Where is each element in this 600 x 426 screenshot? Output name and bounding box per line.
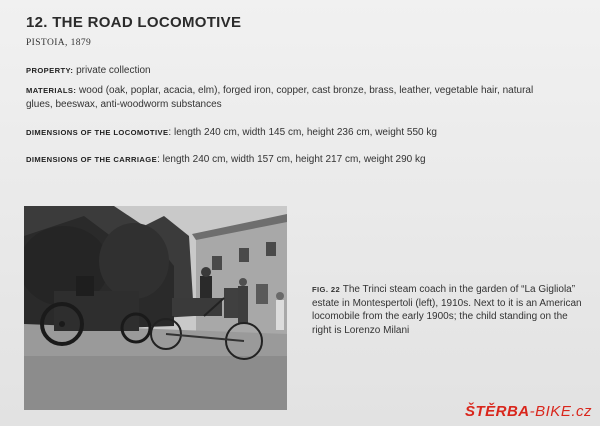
carriage-dimensions-line bbox=[26, 153, 426, 167]
carriage-dimensions-label: DIMENSIONS OF THE CARRIAGE bbox=[26, 155, 158, 164]
page-title: 12. THE ROAD LOCOMOTIVE bbox=[26, 14, 242, 31]
locomotive-dimensions-value: : length 240 cm, width 145 cm, height 236 cm, weight 550 kg bbox=[168, 127, 437, 138]
watermark-brand: ŠTĚRBA bbox=[464, 403, 530, 420]
figure-label: FIG. 22 bbox=[312, 285, 341, 294]
locomotive-dimensions-line bbox=[26, 126, 437, 140]
figure-caption bbox=[312, 283, 582, 337]
property-value: private collection bbox=[73, 65, 151, 76]
property-line bbox=[26, 64, 151, 78]
photo-illustration bbox=[24, 206, 287, 410]
materials-label: MATERIALS: bbox=[26, 86, 77, 95]
watermark-domain: -BIKE.cz bbox=[529, 403, 592, 420]
figure-caption-text: The Trinci steam coach in the garden of “La Gigliola” estate in Montespertoli (left), 1910s. Next to it is an American locomobile from the early 1900s; the child standing on the right is Lorenzo Milani bbox=[312, 284, 582, 336]
materials-line bbox=[26, 84, 546, 112]
historic-photo bbox=[24, 206, 287, 410]
locomotive-dimensions-label: DIMENSIONS OF THE LOCOMOTIVE bbox=[26, 128, 169, 137]
property-label: PROPERTY: bbox=[26, 66, 74, 75]
page-subtitle: PISTOIA, 1879 bbox=[26, 38, 92, 48]
materials-value: wood (oak, poplar, acacia, elm), forged iron, copper, cast bronze, brass, leather, vegetable hair, natural glues, beeswax, anti-woodworm substances bbox=[26, 85, 534, 110]
watermark-logo bbox=[465, 403, 592, 420]
carriage-dimensions-value: : length 240 cm, width 157 cm, height 217 cm, weight 290 kg bbox=[157, 154, 426, 165]
